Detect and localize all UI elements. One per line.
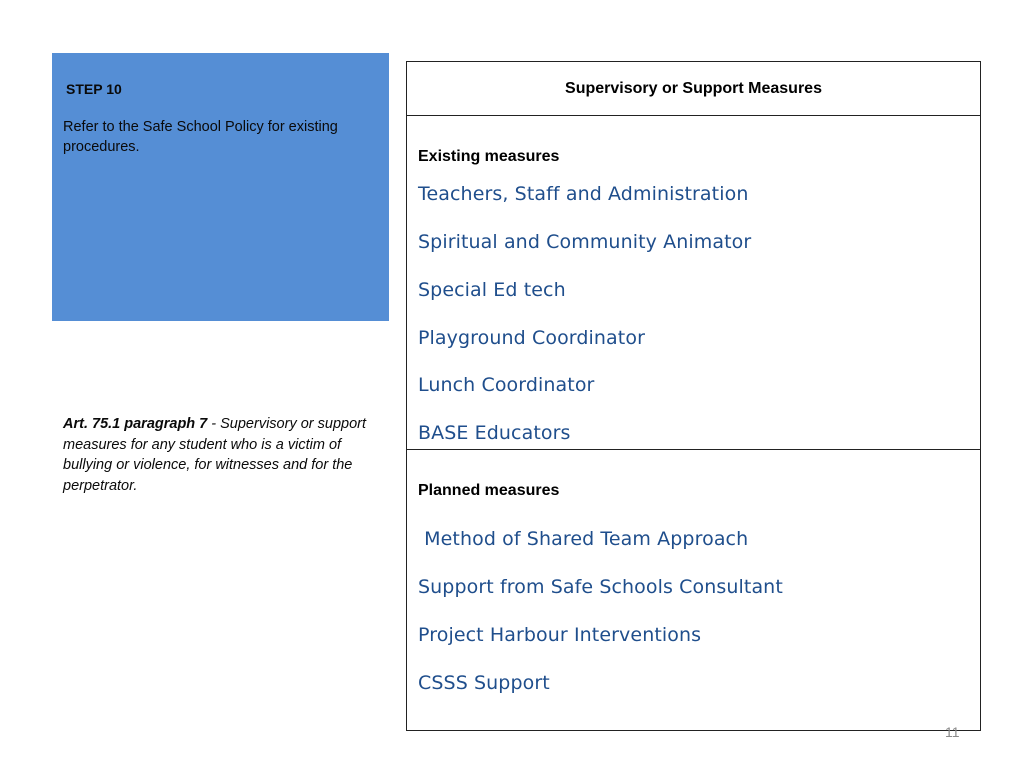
step-text: Refer to the Safe School Policy for existing procedures. — [63, 119, 338, 155]
article-text: - Supervisory or support measures for any student who is a victim of bullying or violence, for witnesses and for the perpetrator. — [63, 416, 367, 494]
article-reference: Art. 75.1 paragraph 7 — [63, 416, 208, 432]
planned-measure-item: Method of Shared Team Approach — [418, 528, 749, 550]
existing-measures-heading: Existing measures — [418, 148, 560, 165]
existing-measure-item: Playground Coordinator — [418, 327, 645, 349]
existing-measures-cell — [407, 116, 980, 450]
article-reference-note — [63, 414, 373, 496]
planned-measures-heading: Planned measures — [418, 482, 560, 499]
existing-measure-item: Special Ed tech — [418, 279, 566, 301]
page-number: 11 — [945, 724, 960, 740]
existing-measure-item: Spiritual and Community Animator — [418, 231, 752, 253]
planned-measure-item: CSSS Support — [418, 672, 550, 694]
measures-table — [406, 61, 981, 731]
planned-measures-cell — [407, 450, 980, 729]
step-box — [52, 53, 389, 321]
step-title: STEP 10 — [66, 81, 122, 97]
existing-measure-item: Lunch Coordinator — [418, 374, 595, 396]
table-header: Supervisory or Support Measures — [407, 62, 980, 116]
existing-measure-item: Teachers, Staff and Administration — [418, 183, 749, 205]
planned-measure-item: Support from Safe Schools Consultant — [418, 576, 783, 598]
planned-measure-item: Project Harbour Interventions — [418, 624, 702, 646]
existing-measure-item: BASE Educators — [418, 422, 571, 444]
